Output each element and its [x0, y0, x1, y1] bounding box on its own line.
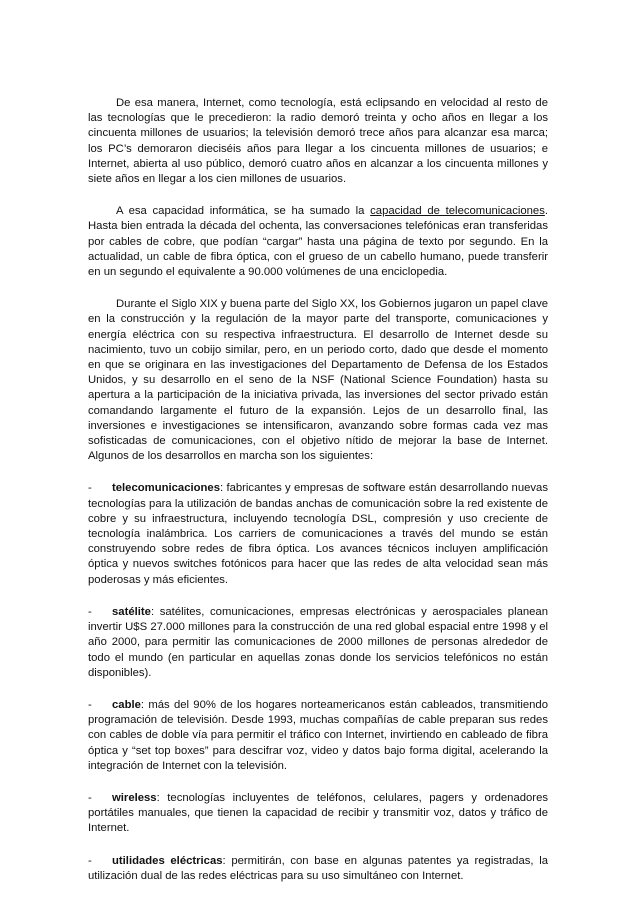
bullet-marker: - [88, 854, 92, 867]
list-item-term: cable [112, 698, 141, 711]
list-item-text: : tecnologías incluyentes de teléfonos, celulares, pagers y ordenadores portátiles manuales, que tienen la capacidad de recibir y transmitir voz, datos y tráfico de Internet. [88, 791, 548, 835]
list-item-telecomunicaciones [88, 481, 548, 587]
list-item-term: wireless [112, 791, 157, 804]
paragraph-telecom-capacity [88, 204, 548, 280]
bullet-marker: - [88, 698, 92, 711]
list-item-wireless [88, 791, 548, 837]
list-item-text: : fabricantes y empresas de software están desarrollando nuevas tecnologías para la utilización de bandas anchas de comunicación sobre la red existente de cobre y su infraestructura, incluyendo tecnología DSL, compresión y uso creciente de tecnología inalámbrica. Los carriers de comunicaciones a través del mundo se están construyendo sobre redes de fibra óptica. Los avances técnicos incluyen amplificación óptica y nuevos switches fotónicos para hacer que las redes de alta velocidad sean más poderosas y más eficientes. [88, 482, 548, 586]
telecom-capacity-link[interactable]: capacidad de telecomunicaciones [370, 205, 545, 218]
list-item-text: : satélites, comunicaciones, empresas electrónicas y aerospaciales planean invertir U$S 27.000 millones para la construcción de una red global espacial entre 1998 y el año 2000, para permitir las comunicaciones de 2000 millones de personas alrededor de todo el mundo (en particular en aquellas zonas donde los servicios telefónicos no están disponibles). [88, 605, 548, 679]
list-item-text: : más del 90% de los hogares norteamericanos están cableados, transmitiendo programación de televisión. Desde 1993, muchas compañías de cable preparan sus redes con cables de doble vía para permitir el tráfico con Internet, invirtiendo en cableado de fibra óptica y “set top boxes” para descifrar voz, video y datos bajo forma digital, acelerando la integración de Internet con la televisión. [88, 698, 548, 772]
paragraph-internet-speed [88, 96, 548, 187]
bullet-marker: - [88, 605, 92, 618]
paragraph-text: . Hasta bien entrada la década del ochenta, las conversaciones telefónicas eran transferidas por cables de cobre, que podían “cargar” hasta una página de texto por segundo. En la actualidad, un cable de fibra óptica, con el grueso de un cabello humano, puede transferir en un segundo el equivalente a 90.000 volúmenes de una enciclopedia. [88, 205, 548, 279]
bullet-marker: - [88, 791, 92, 804]
list-item-term: utilidades eléctricas [112, 854, 223, 867]
list-item-satelite [88, 605, 548, 681]
list-item-text: : permitirán, con base en algunas patentes ya registradas, la utilización dual de las redes eléctricas para su uso simultáneo con Internet. [88, 854, 548, 882]
list-item-cable [88, 698, 548, 774]
list-item-utilidades-electricas [88, 854, 548, 884]
list-item-term: satélite [112, 605, 151, 618]
bullet-marker: - [88, 482, 92, 495]
paragraph-text: De esa manera, Internet, como tecnología, está eclipsando en velocidad al resto de las tecnologías que le precedieron: la radio demoró treinta y ocho años en llegar a los cincuenta millones de usuarios; la televisión demoró trece años para alcanzar esa marca; los PC’s demoraron dieciséis años para llegar a los cincuenta millones de usuarios; e Internet, abierta al uso público, demoró cuatro años en alcanzar a los cincuenta millones y siete años en llegar a los cien millones de usuarios. [88, 97, 548, 186]
paragraph-text: A esa capacidad informática, se ha sumado la [116, 205, 371, 218]
paragraph-government-role [88, 297, 548, 464]
list-item-term: telecomunicaciones [112, 482, 220, 495]
document-page [88, 96, 548, 901]
paragraph-text: Durante el Siglo XIX y buena parte del Siglo XX, los Gobiernos jugaron un papel clave en la construcción y la regulación de la mayor parte del transporte, comunicaciones y energía eléctrica con su respectiva infraestructura. El desarrollo de Internet desde su nacimiento, tuvo un cobijo similar, pero, en un periodo corto, dado que desde el momento en que se originara en las investigaciones del Departamento de Defensa de los Estados Unidos, y su desarrollo en el seno de la NSF (National Science Foundation) hasta su apertura a la participación de la iniciativa privada, las inversiones del sector privado están comandando largamente el futuro de la expansión. Lejos de un desarrollo final, las inversiones e investigaciones se intensificaron, avanzando sobre formas cada vez mas sofisticadas de comunicaciones, con el objetivo nítido de mejorar la base de Internet. Algunos de los desarrollos en marcha son los siguientes: [88, 298, 548, 463]
